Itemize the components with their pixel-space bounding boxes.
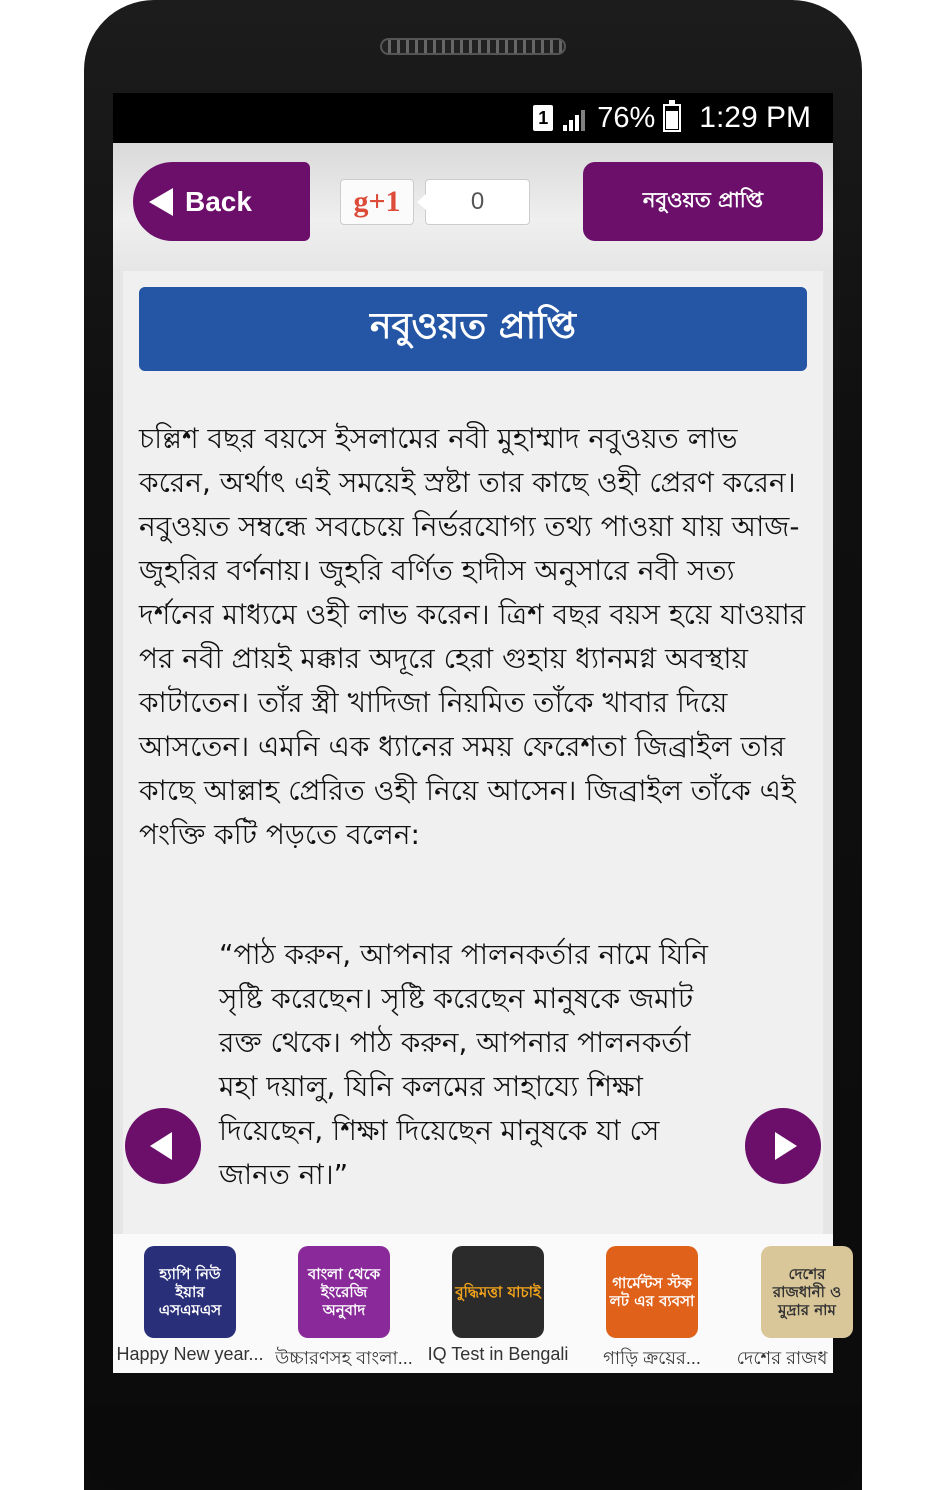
app-item[interactable]	[423, 1246, 573, 1365]
clock: 1:29 PM	[699, 101, 811, 134]
previous-page-button[interactable]	[125, 1108, 201, 1184]
signal-icon	[561, 105, 589, 131]
app-label: Happy New year...	[116, 1344, 264, 1364]
app-label: উচ্চারণসহ বাংলা...	[275, 1348, 413, 1368]
next-arrow-icon	[775, 1132, 797, 1160]
status-bar	[113, 93, 833, 143]
sim-icon: 1	[533, 105, 553, 131]
top-toolbar	[113, 143, 833, 270]
app-icon: বাংলা থেকে ইংরেজি অনুবাদ	[298, 1246, 390, 1338]
phone-bottom-bezel	[84, 1405, 862, 1490]
back-button-label: Back	[185, 185, 252, 217]
chapter-button[interactable]	[583, 162, 823, 241]
back-button[interactable]	[133, 162, 310, 241]
google-plus-one-button[interactable]	[340, 179, 414, 225]
article-content[interactable]	[123, 271, 823, 1234]
app-label: দেশের রাজধ	[736, 1348, 828, 1368]
article-paragraph: চল্লিশ বছর বয়সে ইসলামের নবী মুহাম্মাদ নবুওয়ত লাভ করেন, অর্থাৎ এই সময়েই স্রষ্টা তার কাছে ওহী প্রেরণ করেন। নবুওয়ত সম্বন্ধে সবচেয়ে নির্ভরযোগ্য তথ্য পাওয়া যায় আজ-জুহরির বর্ণনায়। জুহরি বর্ণিত হাদীস অনুসারে নবী সত্য দর্শনের মাধ্যমে ওহী লাভ করেন। ত্রিশ বছর বয়স হয়ে যাওয়ার পর নবী প্রায়ই মক্কার অদূরে হেরা গুহায় ধ্যানমগ্ন অবস্থায় কাটাতেন। তাঁর স্ত্রী খাদিজা নিয়মিত তাঁকে খাবার দিয়ে আসতেন। এমনি এক ধ্যানের সময় ফেরেশতা জিব্রাইল তার কাছে আল্লাহ প্রেরিত ওহী নিয়ে আসেন। জিব্রাইল তাঁকে এই পংক্তি কটি পড়তে বলেন:	[139, 422, 806, 851]
battery-percent: 76%	[597, 101, 656, 134]
screen	[113, 93, 842, 1373]
next-page-button[interactable]	[745, 1108, 821, 1184]
back-arrow-icon	[149, 188, 173, 216]
article-title: নবুওয়ত প্রাপ্তি	[139, 287, 807, 371]
app-item[interactable]	[731, 1246, 842, 1375]
app-label: গাড়ি ক্রয়ের...	[603, 1348, 701, 1368]
article-quote: “পাঠ করুন, আপনার পালনকর্তার নামে যিনি সৃষ্টি করেছেন। সৃষ্টি করেছেন মানুষকে জমাট রক্ত থেকে। পাঠ করুন, আপনার পালনকর্তা মহা দয়ালু, যিনি কলমের সাহায্যে শিক্ষা দিয়েছেন, শিক্ষা দিয়েছেন মানুষকে যা সে জানত না।”	[219, 938, 708, 1191]
app-icon: বুদ্ধিমত্তা যাচাই	[452, 1246, 544, 1338]
app-icon: গার্মেন্টস স্টক লট এর ব্যবসা	[606, 1246, 698, 1338]
app-item[interactable]	[269, 1246, 419, 1375]
gplus-count: 0	[425, 179, 530, 225]
promoted-apps-strip	[113, 1234, 842, 1373]
prev-arrow-icon	[150, 1132, 172, 1160]
app-item[interactable]	[115, 1246, 265, 1365]
app-icon: হ্যাপি নিউ ইয়ার এসএমএস	[144, 1246, 236, 1338]
gplus-label: g+1	[353, 185, 401, 218]
battery-icon	[663, 104, 681, 132]
app-icon: দেশের রাজধানী ও মুদ্রার নাম	[761, 1246, 853, 1338]
app-label: IQ Test in Bengali	[427, 1344, 569, 1364]
speaker-grille	[380, 38, 566, 55]
app-item[interactable]	[577, 1246, 727, 1375]
chapter-button-label: নবুওয়ত প্রাপ্তি	[642, 188, 764, 212]
